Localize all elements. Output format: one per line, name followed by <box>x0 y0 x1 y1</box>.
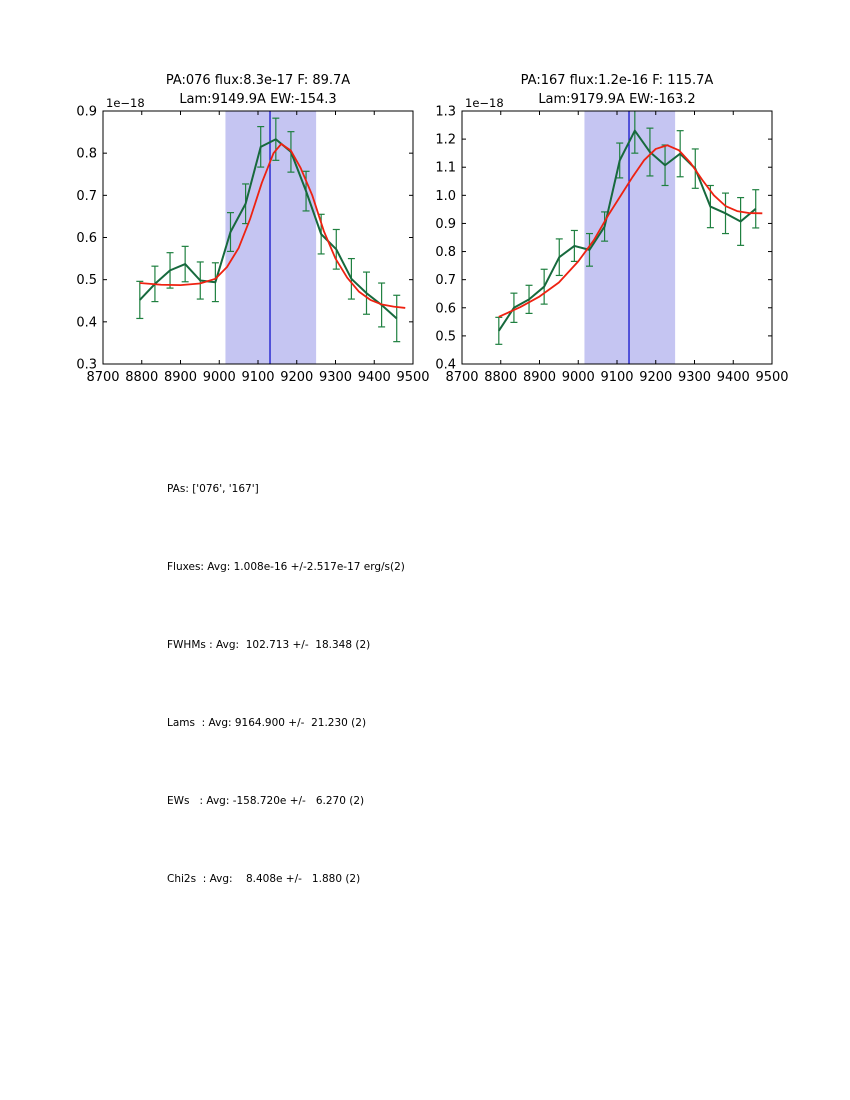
chart-title-line1: PA:076 flux:8.3e-17 F: 89.7A <box>165 73 351 88</box>
x-tick-label: 9000 <box>561 370 595 385</box>
stats-line-lams: Lams : Avg: 9164.900 +/- 21.230 (2) <box>167 717 367 729</box>
y-tick-label: 0.9 <box>435 216 456 232</box>
x-tick-label: 9100 <box>600 370 634 385</box>
x-tick-label: 9200 <box>639 370 673 385</box>
y-tick-label: 0.8 <box>76 146 97 162</box>
x-tick-label: 9500 <box>396 370 430 385</box>
stats-block <box>167 424 405 944</box>
chart-title-pa167 <box>462 71 772 109</box>
y-axis-offset-label: 1e−18 <box>106 96 145 110</box>
stats-line-ews: EWs : Avg: -158.720e +/- 6.270 (2) <box>167 795 365 807</box>
plot-area-pa167 <box>495 108 762 364</box>
x-tick-label: 8700 <box>86 370 120 385</box>
y-tick-label: 0.7 <box>76 188 97 204</box>
x-tick-label: 9400 <box>716 370 750 385</box>
y-tick-label: 0.4 <box>435 357 456 373</box>
stats-line-chi2s: Chi2s : Avg: 8.408e +/- 1.880 (2) <box>167 873 361 885</box>
x-tick-label: 8900 <box>522 370 557 385</box>
x-tick-label: 8800 <box>125 370 159 385</box>
x-tick-label: 9000 <box>202 370 236 385</box>
x-tick-label: 9500 <box>755 370 789 385</box>
chart-title-pa076 <box>103 71 413 109</box>
y-tick-label: 1.1 <box>435 160 456 176</box>
chart-title-line1: PA:167 flux:1.2e-16 F: 115.7A <box>520 73 714 88</box>
stats-line-fwhms: FWHMs : Avg: 102.713 +/- 18.348 (2) <box>167 639 371 651</box>
y-tick-label: 0.6 <box>76 231 97 246</box>
y-tick-label: 0.8 <box>435 245 456 261</box>
y-tick-label: 1.2 <box>435 132 456 148</box>
chart-title-line2: Lam:9149.9A EW:-154.3 <box>179 92 337 107</box>
x-tick-label: 9300 <box>677 370 712 385</box>
x-tick-label: 8700 <box>445 370 479 385</box>
stats-line-pas: PAs: ['076', '167'] <box>167 483 259 495</box>
fit-window-band <box>225 111 316 364</box>
y-tick-label: 0.9 <box>76 104 97 120</box>
stats-line-fluxes: Fluxes: Avg: 1.008e-16 +/-2.517e-17 erg/s(2) <box>167 561 405 573</box>
plot-area-pa076 <box>136 111 405 364</box>
x-tick-label: 9300 <box>318 370 353 385</box>
y-tick-label: 0.7 <box>435 273 456 289</box>
x-tick-label: 9200 <box>280 370 314 385</box>
y-axis-offset-label: 1e−18 <box>465 96 504 110</box>
x-tick-label: 9400 <box>357 370 391 385</box>
x-tick-label: 9100 <box>241 370 275 385</box>
x-tick-label: 8800 <box>484 370 518 385</box>
y-tick-label: 0.5 <box>76 273 97 289</box>
chart-title-line2: Lam:9179.9A EW:-163.2 <box>538 92 696 107</box>
y-tick-label: 1.3 <box>435 104 456 120</box>
x-tick-label: 8900 <box>163 370 198 385</box>
y-tick-label: 1.0 <box>435 188 456 204</box>
spectra-plots-svg <box>0 0 850 430</box>
y-tick-label: 0.5 <box>435 329 456 345</box>
y-tick-label: 0.3 <box>76 357 97 373</box>
y-tick-label: 0.6 <box>435 301 456 317</box>
y-tick-label: 0.4 <box>76 315 97 331</box>
